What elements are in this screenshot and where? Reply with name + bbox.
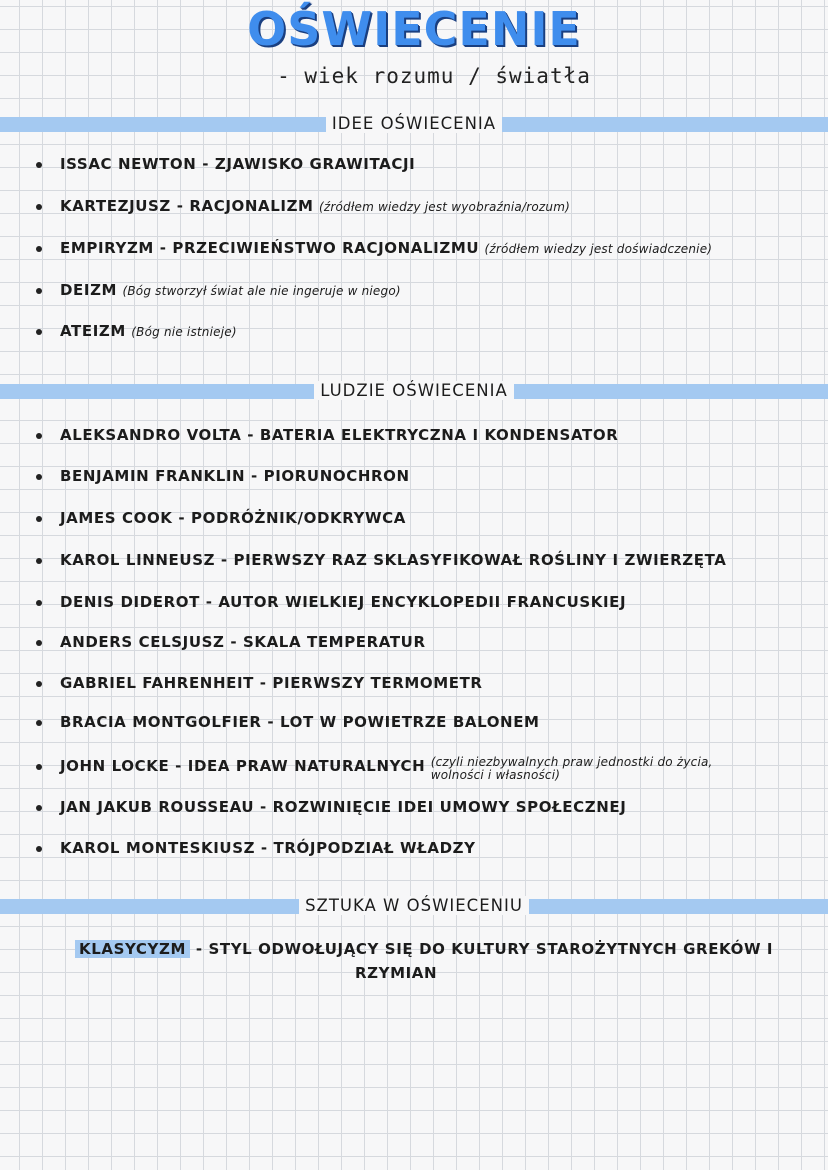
list-item: KAROL LINNEUSZ - PIERWSZY RAZ SKLASYFIKOWAŁ ROŚLINY I ZWIERZĘTA bbox=[36, 550, 816, 570]
bullet-icon bbox=[36, 246, 42, 252]
bullet-icon bbox=[36, 288, 42, 294]
art-definition: KLASYCYZM - STYL ODWOŁUJĄCY SIĘ DO KULTURY STAROŻYTNYCH GREKÓW I RZYMIAN bbox=[75, 937, 795, 985]
list-item: DENIS DIDEROT - AUTOR WIELKIEJ ENCYKLOPEDII FRANCUSKIEJ bbox=[36, 592, 816, 612]
section-heading-art: SZTUKA W OŚWIECENIU bbox=[0, 896, 828, 915]
bullet-icon bbox=[36, 329, 42, 335]
bullet-icon bbox=[36, 681, 42, 687]
list-item: ALEKSANDRO VOLTA - BATERIA ELEKTRYCZNA I KONDENSATOR bbox=[36, 425, 816, 445]
bullet-icon bbox=[36, 640, 42, 646]
bullet-icon bbox=[36, 558, 42, 564]
list-item: KAROL MONTESKIUSZ - TRÓJPODZIAŁ WŁADZY bbox=[36, 838, 816, 858]
list-item: ATEIZM (Bóg nie istnieje) bbox=[36, 321, 816, 342]
list-item: GABRIEL FAHRENHEIT - PIERWSZY TERMOMETR bbox=[36, 673, 816, 693]
page-title: OŚWIECENIE bbox=[247, 2, 581, 56]
bullet-icon bbox=[36, 433, 42, 439]
bullet-icon bbox=[36, 474, 42, 480]
bullet-icon bbox=[36, 805, 42, 811]
bullet-icon bbox=[36, 516, 42, 522]
bullet-icon bbox=[36, 720, 42, 726]
highlighted-term: KLASYCYZM bbox=[75, 940, 190, 958]
list-item: JAN JAKUB ROUSSEAU - ROZWINIĘCIE IDEI UMOWY SPOŁECZNEJ bbox=[36, 797, 816, 817]
section-heading-people: LUDZIE OŚWIECENIA bbox=[0, 381, 828, 400]
bullet-icon bbox=[36, 846, 42, 852]
page-subtitle: - wiek rozumu / światła bbox=[277, 64, 591, 88]
bullet-icon bbox=[36, 162, 42, 168]
list-item: JOHN LOCKE - IDEA PRAW NATURALNYCH (czyli niezbywalnych praw jednostki do życia, wolności i własności) bbox=[36, 756, 816, 782]
list-item: BENJAMIN FRANKLIN - PIORUNOCHRON bbox=[36, 466, 816, 486]
list-item: KARTEZJUSZ - RACJONALIZM (źródłem wiedzy jest wyobraźnia/rozum) bbox=[36, 196, 816, 217]
list-item: BRACIA MONTGOLFIER - LOT W POWIETRZE BALONEM bbox=[36, 712, 816, 732]
section-heading-ideas: IDEE OŚWIECENIA bbox=[0, 114, 828, 133]
list-item: DEIZM (Bóg stworzył świat ale nie ingeruje w niego) bbox=[36, 280, 816, 301]
list-item: JAMES COOK - PODRÓŻNIK/ODKRYWCA bbox=[36, 508, 816, 528]
list-item: EMPIRYZM - PRZECIWIEŃSTWO RACJONALIZMU (źródłem wiedzy jest doświadczenie) bbox=[36, 238, 816, 259]
bullet-icon bbox=[36, 204, 42, 210]
list-item: ISSAC NEWTON - ZJAWISKO GRAWITACJI bbox=[36, 154, 816, 174]
list-item: ANDERS CELSJUSZ - SKALA TEMPERATUR bbox=[36, 632, 816, 652]
bullet-icon bbox=[36, 600, 42, 606]
bullet-icon bbox=[36, 764, 42, 770]
